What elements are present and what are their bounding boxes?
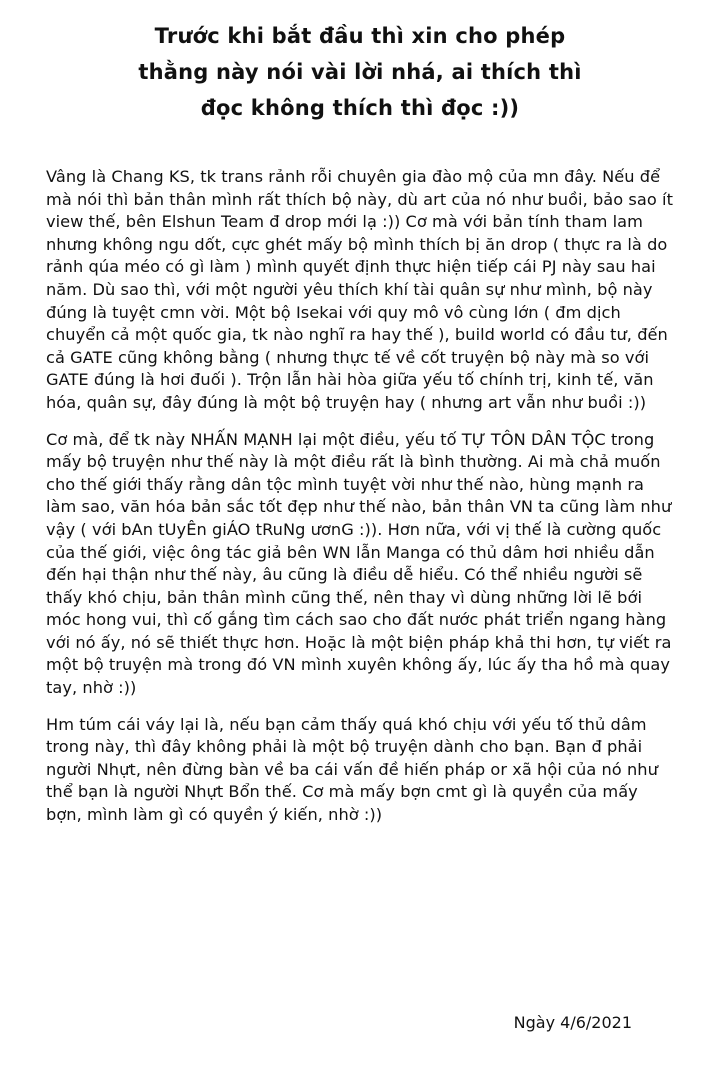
article-body bbox=[46, 166, 674, 827]
title-line-1: Trước khi bắt đầu thì xin cho phép bbox=[154, 24, 566, 48]
paragraph-2: Cơ mà, để tk này NHẤN MẠNH lại một điều, yếu tố TỰ TÔN DÂN TỘC trong mấy bộ truyện như thế này là một điều rất là bình thường. Ai mà chả muốn cho thế giới thấy rằng dân tộc mình tuyệt vời như thế nào, hùng mạnh ra làm sao, văn hóa bản sắc tốt đẹp như thế nào, bản thân VN ta cũng làm như vậy ( với bAn tUyÊn giÁO tRuNg ươnG :)). Hơn nữa, với vị thế là cường quốc của thế giới, việc ông tác giả bên WN lẫn Manga có thủ dâm hơi nhiều dẫn đến hại thận như thế này, âu cũng là điều dễ hiểu. Có thể nhiều người sẽ thấy khó chịu, bản thân mình cũng thế, nên thay vì dùng những lời lẽ bới móc hong vui, thì cố gắng tìm cách sao cho đất nước phát triển ngang hàng với nó ấy, nó sẽ thiết thực hơn. Hoặc là một biện pháp khả thi hơn, tự viết ra một bộ truyện mà trong đó VN mình xuyên không ấy, lúc ấy tha hồ mà quay tay, nhờ :)) bbox=[46, 429, 672, 698]
page-title bbox=[46, 18, 674, 126]
paragraph-3: Hm túm cái váy lại là, nếu bạn cảm thấy quá khó chịu với yếu tố thủ dâm trong này, thì đây không phải là một bộ truyện dành cho bạn. Bạn đ phải người Nhựt, nên đừng bàn về ba cái vấn đề hiến pháp or xã hội của nó như thể bạn là người Nhựt Bổn thế. Cơ mà mấy bợn cmt gì là quyền của mấy bợn, mình làm gì có quyền ý kiến, nhờ :)) bbox=[46, 714, 658, 825]
title-line-3: đọc không thích thì đọc :)) bbox=[200, 96, 520, 120]
title-line-2: thằng này nói vài lời nhá, ai thích thì bbox=[138, 60, 582, 84]
paragraph-1: Vâng là Chang KS, tk trans rảnh rỗi chuyên gia đào mộ của mn đây. Nếu để mà nói thì bản thân mình rất thích bộ này, dù art của nó như buồi, bảo sao ít view thế, bên Elshun Team đ drop mới lạ :)) Cơ mà với bản tính tham lam nhưng không ngu dốt, cực ghét mấy bộ mình thích bị ăn drop ( thực ra là do rảnh qúa méo có gì làm ) mình quyết định thực hiện tiếp cái PJ này sau hai năm. Dù sao thì, với một người yêu thích khí tài quân sự như mình, bộ này đúng là tuyệt cmn vời. Một bộ Isekai với quy mô vô cùng lớn ( đm dịch chuyển cả một quốc gia, tk nào nghĩ ra hay thế ), build world có đầu tư, đến cả GATE cũng không bằng ( nhưng thực tế về cốt truyện bộ này mà so với GATE đúng là hơi đuối ). Trộn lẫn hài hòa giữa yếu tố chính trị, kinh tế, văn hóa, quân sự, đây đúng là một bộ truyện hay ( nhưng art vẫn như buồi :)) bbox=[46, 167, 673, 412]
date-signature: Ngày 4/6/2021 bbox=[513, 1013, 632, 1032]
